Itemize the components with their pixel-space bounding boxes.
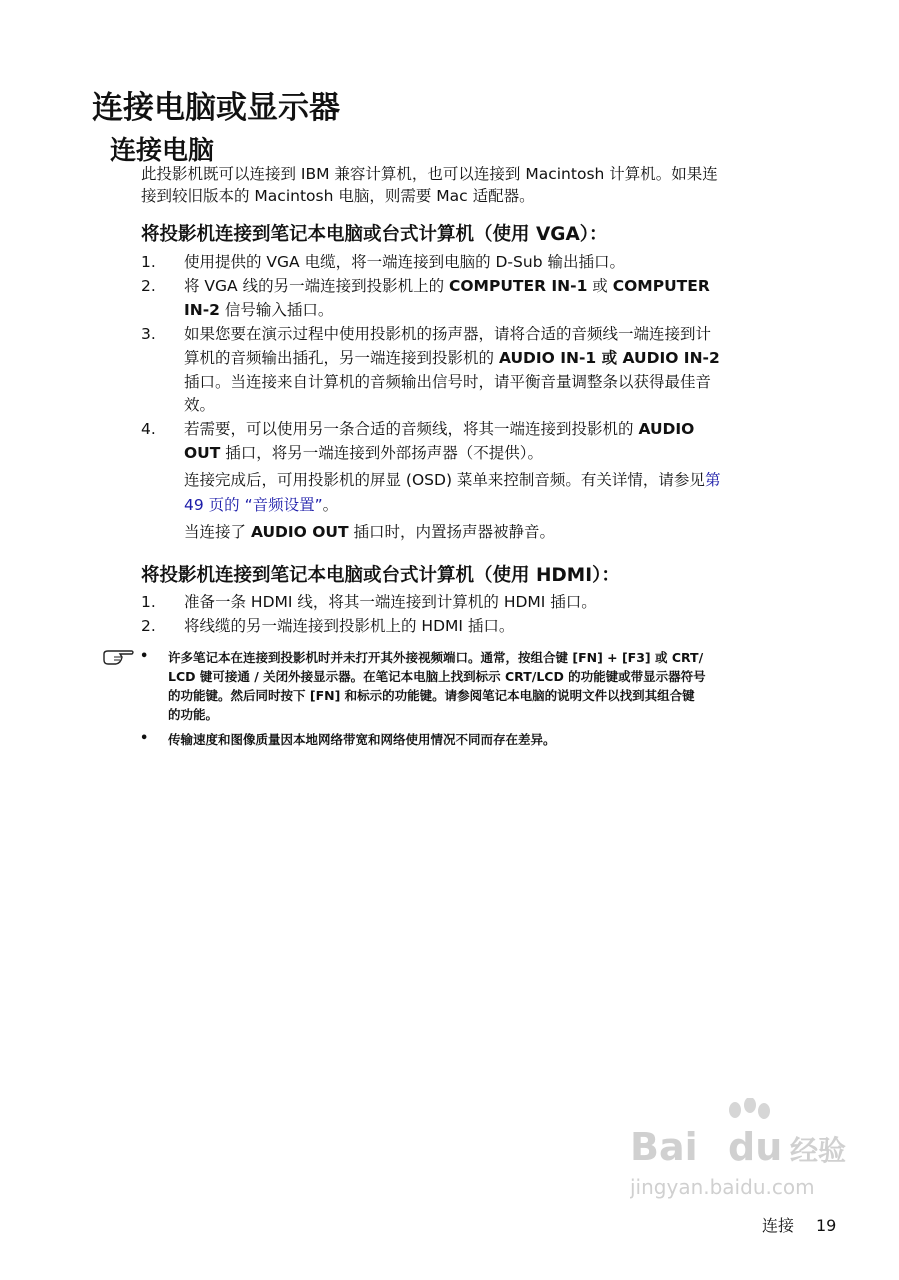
step-text: IN-2 信号输入插口。 — [184, 301, 334, 319]
footer-section: 连接 — [762, 1216, 795, 1235]
vga-heading: 将投影机连接到笔记本电脑或台式计算机（使用 VGA）： — [141, 224, 608, 245]
page-title: 连接电脑或显示器 — [92, 90, 340, 126]
step-text: OUT 插口，将另一端连接到外部扬声器（不提供）。 — [184, 444, 544, 462]
step-number: 2. — [141, 617, 156, 635]
audio-note: 连接完成后，可用投影机的屏显 (OSD) 菜单来控制音频。有关详情，请参见第 — [184, 471, 721, 489]
step-text: 将 VGA 线的另一端连接到投影机上的 COMPUTER IN-1 或 COMPUTER — [184, 277, 710, 295]
step-text: 若需要，可以使用另一条合适的音频线，将其一端连接到投影机的 AUDIO — [184, 420, 695, 438]
intro-line: 此投影机既可以连接到 IBM 兼容计算机，也可以连接到 Macintosh 计算机。如果连 — [141, 165, 718, 183]
step-number: 2. — [141, 277, 156, 295]
bullet: • — [140, 731, 149, 746]
svg-text:du: du — [728, 1125, 783, 1169]
step-text: 算机的音频输出插孔，另一端连接到投影机的 AUDIO IN-1 或 AUDIO IN-2 — [184, 349, 720, 367]
step-number: 3. — [141, 325, 156, 343]
pointing-hand-icon — [102, 648, 136, 672]
step-text: 效。 — [184, 396, 216, 414]
step-number: 4. — [141, 420, 156, 438]
intro-line: 接到较旧版本的 Macintosh 电脑，则需要 Mac 适配器。 — [141, 187, 535, 205]
step-number: 1. — [141, 253, 156, 271]
page-link[interactable]: 第 — [704, 471, 721, 489]
mute-note: 当连接了 AUDIO OUT 插口时，内置扬声器被静音。 — [184, 523, 556, 541]
bullet: • — [140, 649, 149, 664]
note-line: 传输速度和图像质量因本地网络带宽和网络使用情况不同而存在差异。 — [168, 732, 556, 747]
svg-text:jingyan.baidu.com: jingyan.baidu.com — [630, 1175, 815, 1199]
svg-text:Bai: Bai — [630, 1125, 698, 1169]
step-text: 使用提供的 VGA 电缆，将一端连接到电脑的 D-Sub 输出插口。 — [184, 253, 625, 271]
page-number: 19 — [816, 1216, 837, 1235]
baidu-watermark-logo — [630, 1098, 870, 1212]
step-text: 如果您要在演示过程中使用投影机的扬声器，请将合适的音频线一端连接到计 — [184, 325, 712, 343]
page-link[interactable]: 49 页的 “音频设置” — [184, 496, 323, 514]
note-line: 的功能键。然后同时按下 [FN] 和标示的功能键。请参阅笔记本电脑的说明文件以找到其组合键 — [168, 688, 695, 703]
note-line: 许多笔记本在连接到投影机时并未打开其外接视频端口。通常，按组合键 [FN] + [F3] 或 CRT/ — [168, 650, 704, 665]
note-line: 的功能。 — [168, 707, 219, 722]
svg-text:经验: 经验 — [790, 1134, 847, 1167]
step-number: 1. — [141, 593, 156, 611]
audio-note: 49 页的 “音频设置”。 — [184, 496, 339, 514]
section-title: 连接电脑 — [110, 136, 215, 166]
step-text: 将线缆的另一端连接到投影机上的 HDMI 插口。 — [184, 617, 515, 635]
step-text: 准备一条 HDMI 线，将其一端连接到计算机的 HDMI 插口。 — [184, 593, 597, 611]
step-text: 插口。当连接来自计算机的音频输出信号时，请平衡音量调整条以获得最佳音 — [184, 373, 712, 391]
hdmi-heading: 将投影机连接到笔记本电脑或台式计算机（使用 HDMI）： — [141, 565, 620, 586]
note-line: LCD 键可接通 / 关闭外接显示器。在笔记本电脑上找到标示 CRT/LCD 的功能键或带显示器符号 — [168, 669, 706, 684]
